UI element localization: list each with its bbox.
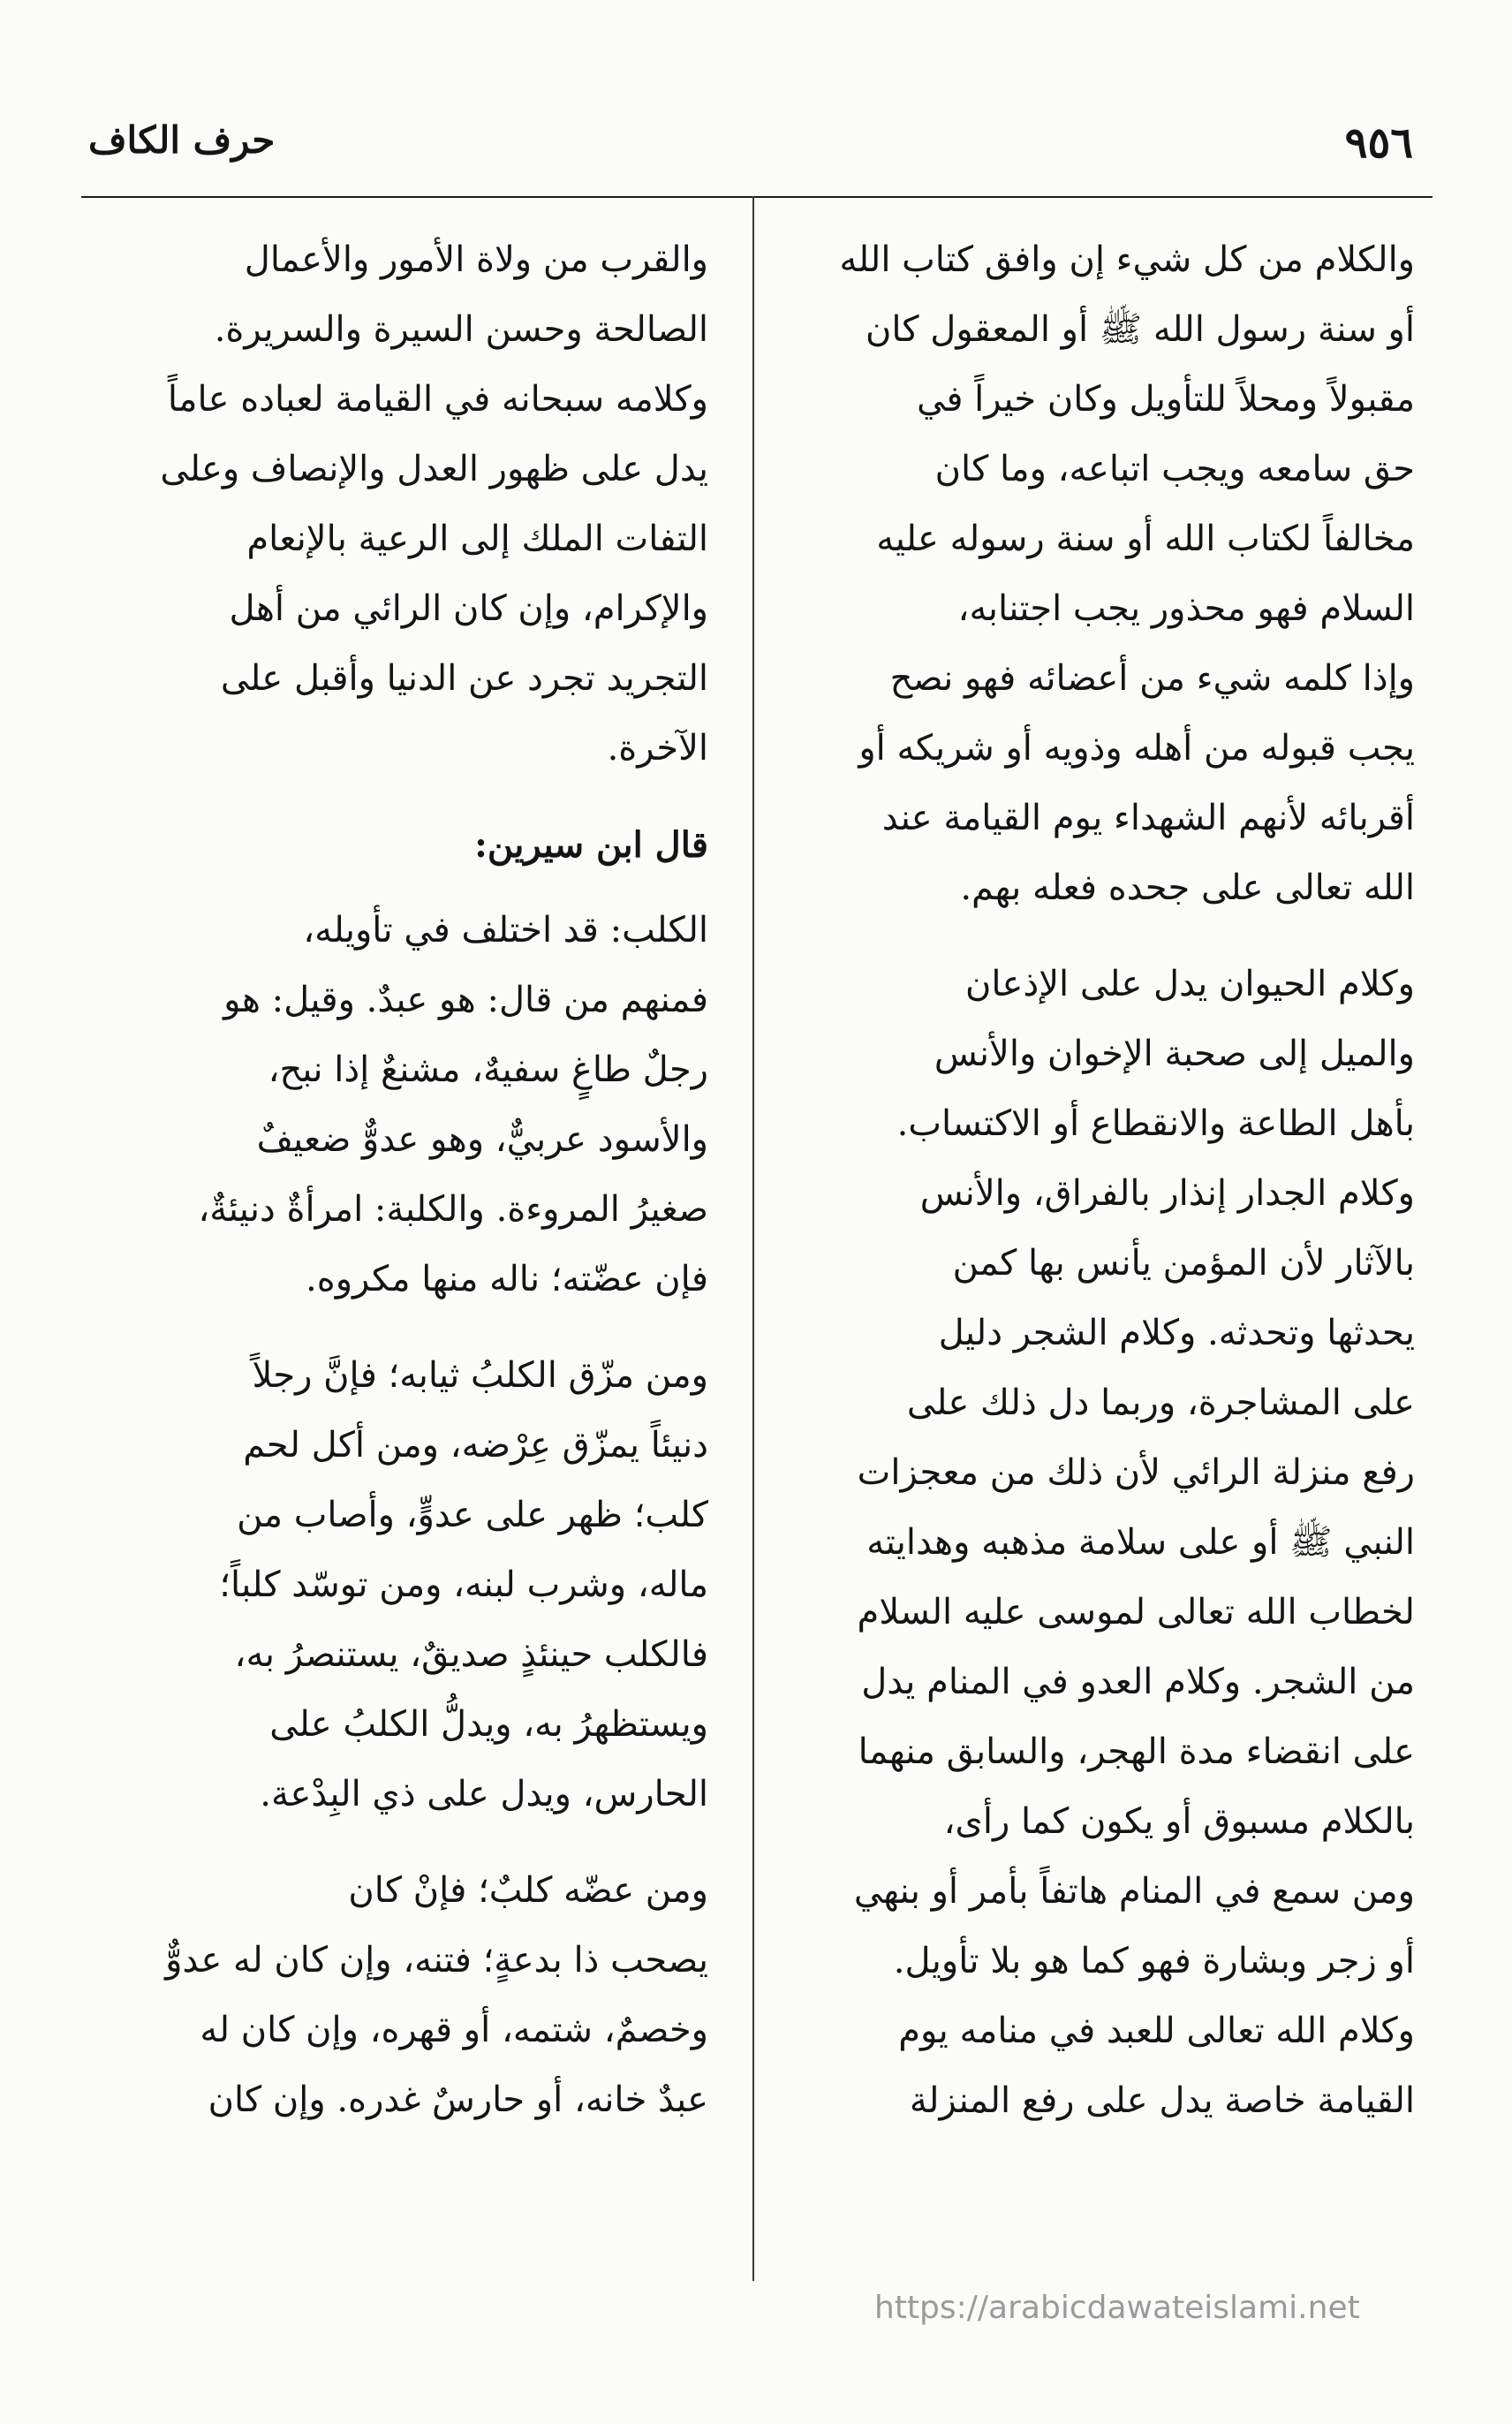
paragraph xyxy=(81,1856,708,2135)
text-line: مقبولاً ومحلاً للتأويل وكان خيراً في xyxy=(916,379,1415,420)
text-line: والكلام من كل شيء إن وافق كتاب الله xyxy=(839,239,1415,280)
text-line: وكلام الله تعالى للعبد في منامه يوم xyxy=(898,2011,1415,2051)
text-line: فالكلب حينئذٍ صديقٌ، يستنصرُ به، xyxy=(234,1634,708,1675)
column-divider xyxy=(752,196,754,2281)
text-line: ماله، وشرب لبنه، ومن توسّد كلباً؛ xyxy=(219,1564,708,1605)
text-line: والميل إلى صحبة الإخوان والأنس xyxy=(934,1034,1415,1074)
text-line: قال ابن سيرين: xyxy=(474,824,708,866)
text-line: وكلامه سبحانه في القيامة لعباده عاماً xyxy=(167,379,708,420)
text-line: مخالفاً لكتاب الله أو سنة رسوله عليه xyxy=(876,519,1415,559)
text-line: ومن سمع في المنام هاتفاً بأمر أو بنهي xyxy=(853,1871,1415,1912)
text-line: صغيرُ المروءة. والكلبة: امرأةٌ دنيئةٌ، xyxy=(198,1189,708,1230)
text-line: ومن مزّق الكلبُ ثيابه؛ فإنَّ رجلاً xyxy=(252,1355,708,1396)
text-line: الله تعالى على جحده فعله بهم. xyxy=(960,867,1415,908)
text-line: أو سنة رسول الله ﷺ أو المعقول كان xyxy=(865,309,1415,350)
text-line: دنيئاً يمزّق عِرْضه، ومن أكل لحم xyxy=(243,1425,708,1466)
paragraph xyxy=(81,225,708,784)
text-line: رفع منزلة الرائي لأن ذلك من معجزات xyxy=(857,1452,1415,1493)
text-line: يحدثها وتحدثه. وكلام الشجر دليل xyxy=(938,1313,1415,1353)
text-line: ويستظهرُ به، ويدلُّ الكلبُ على xyxy=(269,1704,708,1745)
text-line: بالكلام مسبوق أو يكون كما رأى، xyxy=(943,1801,1415,1842)
text-line: فمنهم من قال: هو عبدٌ. وقيل: هو xyxy=(223,980,708,1020)
text-line: التفات الملك إلى الرعية بالإنعام xyxy=(246,519,708,559)
text-line: النبي ﷺ أو على سلامة مذهبه وهدايته xyxy=(866,1522,1415,1563)
text-line: فإن عضّته؛ ناله منها مكروه. xyxy=(306,1259,708,1299)
text-line: الصالحة وحسن السيرة والسريرة. xyxy=(214,309,708,350)
text-line: بالآثار لأن المؤمن يأنس بها كمن xyxy=(952,1243,1415,1284)
text-line: الحارس، ويدل على ذي البِدْعة. xyxy=(260,1774,708,1814)
header-rule xyxy=(81,196,1433,198)
text-line: الكلب: قد اختلف في تأويله، xyxy=(303,910,708,951)
text-line: لخطاب الله تعالى لموسى عليه السلام xyxy=(857,1592,1415,1632)
text-line: والأسود عربيٌّ، وهو عدوٌّ ضعيفٌ xyxy=(256,1119,708,1160)
page-number: ٩٥٦ xyxy=(1344,118,1413,168)
text-line: حق سامعه ويجب اتباعه، وما كان xyxy=(934,449,1415,489)
text-line: رجلٌ طاغٍ سفيهٌ، مشنعٌ إذا نبح، xyxy=(268,1049,708,1090)
text-line: وإذا كلمه شيء من أعضائه فهو نصح xyxy=(889,658,1415,699)
text-line: أقربائه لأنهم الشهداء يوم القيامة عند xyxy=(881,798,1415,838)
paragraph xyxy=(81,896,708,1314)
text-line: على انقضاء مدة الهجر، والسابق منهما xyxy=(858,1731,1415,1772)
text-line: أو زجر وبشارة فهو كما هو بلا تأويل. xyxy=(893,1941,1415,1981)
text-line: ومن عضّه كلبٌ؛ فإنْ كان xyxy=(348,1870,708,1911)
text-line: بأهل الطاعة والانقطاع أو الاكتساب. xyxy=(896,1103,1415,1144)
text-line: يصحب ذا بدعةٍ؛ فتنه، وإن كان له عدوٌّ xyxy=(165,1940,708,1981)
text-line: من الشجر. وكلام العدو في المنام يدل xyxy=(861,1662,1415,1702)
text-line: القيامة خاصة يدل على رفع المنزلة xyxy=(909,2080,1415,2121)
running-head: حرف الكاف xyxy=(88,118,276,162)
text-line: والقرب من ولاة الأمور والأعمال xyxy=(244,239,708,280)
right-column xyxy=(801,225,1415,2163)
text-line: الآخرة. xyxy=(607,728,708,769)
watermark: https://arabicdawateislami.net xyxy=(874,2290,1360,2326)
text-line: والإكرام، وإن كان الرائي من أهل xyxy=(229,588,708,629)
left-column xyxy=(81,225,708,2162)
text-line: التجريد تجرد عن الدنيا وأقبل على xyxy=(220,658,708,699)
text-line: يدل على ظهور العدل والإنصاف وعلى xyxy=(160,449,708,489)
text-line: عبدٌ خانه، أو حارسٌ غدره. وإن كان xyxy=(208,2079,708,2120)
text-line: وكلام الجدار إنذار بالفراق، والأنس xyxy=(919,1173,1415,1214)
paragraph xyxy=(801,225,1415,923)
paragraph xyxy=(81,1341,708,1829)
paragraph xyxy=(801,950,1415,2136)
text-line: السلام فهو محذور يجب اجتنابه، xyxy=(957,588,1415,629)
text-line: وخصمٌ، شتمه، أو قهره، وإن كان له xyxy=(200,2010,708,2050)
text-line: كلب؛ ظهر على عدوٍّ، وأصاب من xyxy=(237,1495,708,1535)
text-line: وكلام الحيوان يدل على الإذعان xyxy=(964,964,1415,1004)
section-heading xyxy=(81,810,708,880)
text-line: على المشاجرة، وربما دل ذلك على xyxy=(906,1382,1415,1423)
text-line: يجب قبوله من أهله وذويه أو شريكه أو xyxy=(858,728,1415,769)
